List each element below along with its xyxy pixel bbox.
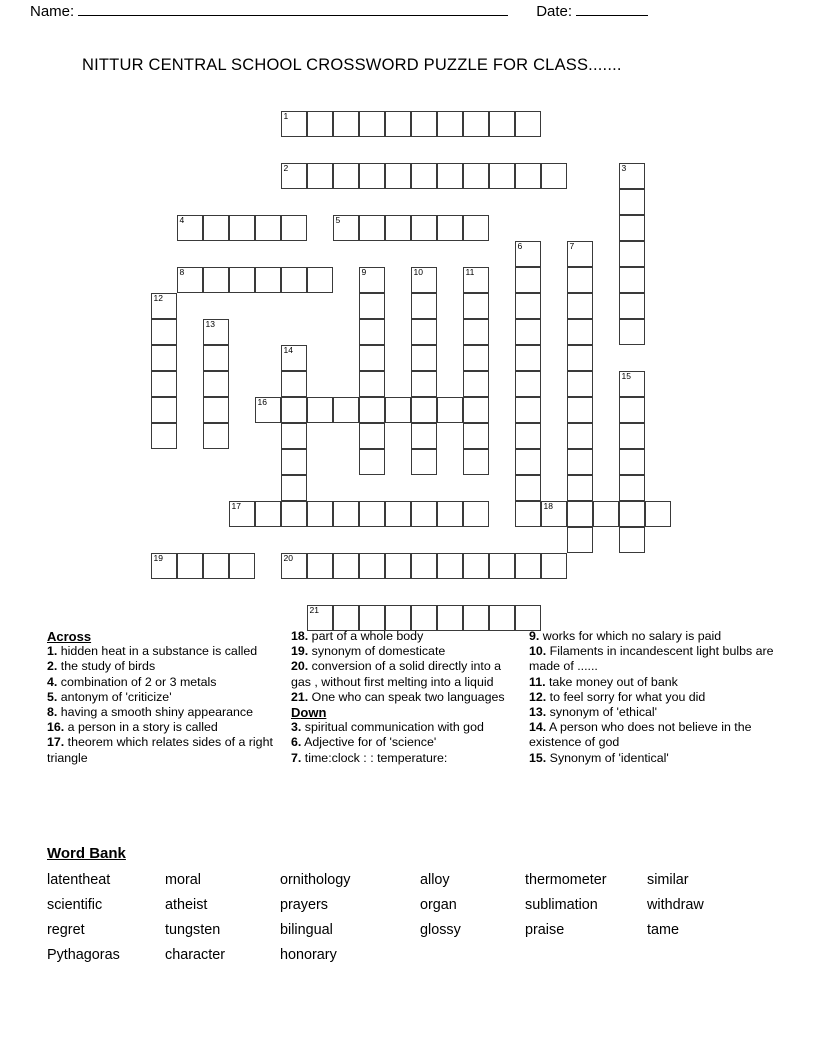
- clue-item: [529, 690, 777, 705]
- crossword-cell[interactable]: [515, 475, 541, 501]
- crossword-cell[interactable]: [619, 501, 645, 527]
- crossword-cell[interactable]: [177, 553, 203, 579]
- crossword-cell[interactable]: [359, 293, 385, 319]
- crossword-cell[interactable]: [515, 371, 541, 397]
- crossword-cell[interactable]: [411, 397, 437, 423]
- word-bank-word[interactable]: honorary: [280, 947, 337, 963]
- crossword-cell[interactable]: [463, 423, 489, 449]
- crossword-cell[interactable]: [151, 319, 177, 345]
- clue-number: 2.: [47, 659, 58, 674]
- crossword-cell[interactable]: [281, 371, 307, 397]
- crossword-cell[interactable]: [567, 319, 593, 345]
- crossword-cell[interactable]: [203, 215, 229, 241]
- word-bank-word[interactable]: thermometer: [525, 872, 607, 888]
- crossword-cell[interactable]: [619, 449, 645, 475]
- word-bank-word[interactable]: prayers: [280, 897, 328, 913]
- crossword-cell[interactable]: [411, 605, 437, 631]
- clue-item: [291, 629, 513, 644]
- crossword-cell[interactable]: [307, 267, 333, 293]
- crossword-cell[interactable]: [203, 345, 229, 371]
- crossword-cell[interactable]: [463, 605, 489, 631]
- crossword-cell[interactable]: [333, 553, 359, 579]
- clue-number: 5.: [47, 689, 58, 704]
- crossword-cell[interactable]: [619, 267, 645, 293]
- crossword-cell[interactable]: [489, 111, 515, 137]
- crossword-cell[interactable]: [515, 111, 541, 137]
- crossword-cell[interactable]: [385, 397, 411, 423]
- crossword-cell[interactable]: [281, 215, 307, 241]
- crossword-cell[interactable]: [359, 553, 385, 579]
- crossword-cell[interactable]: [307, 605, 333, 631]
- crossword-cell[interactable]: [359, 397, 385, 423]
- word-bank-word[interactable]: praise: [525, 922, 565, 938]
- crossword-cell[interactable]: [567, 371, 593, 397]
- word-bank-word[interactable]: tungsten: [165, 922, 221, 938]
- crossword-clue-number: 14: [283, 345, 293, 355]
- clue-text: works for which no salary is paid: [539, 629, 722, 643]
- crossword-cell[interactable]: [203, 319, 229, 345]
- crossword-cell[interactable]: [567, 475, 593, 501]
- crossword-clue-number: 16: [257, 397, 267, 407]
- crossword-cell[interactable]: [645, 501, 671, 527]
- crossword-cell[interactable]: [307, 553, 333, 579]
- crossword-cell[interactable]: [567, 423, 593, 449]
- clue-number: 4.: [47, 674, 58, 689]
- crossword-cell[interactable]: [463, 163, 489, 189]
- crossword-cell[interactable]: [619, 319, 645, 345]
- crossword-cell[interactable]: [463, 215, 489, 241]
- crossword-cell[interactable]: [567, 449, 593, 475]
- crossword-clue-number: 7: [569, 241, 575, 251]
- crossword-cell[interactable]: [203, 267, 229, 293]
- clue-item: [529, 644, 777, 674]
- clue-number: 15.: [529, 750, 547, 765]
- clue-text: synonym of domesticate: [308, 644, 446, 659]
- clue-number: 21.: [291, 689, 309, 704]
- crossword-cell[interactable]: [307, 163, 333, 189]
- crossword-cell[interactable]: [593, 501, 619, 527]
- crossword-cell[interactable]: [541, 501, 567, 527]
- clue-number: 9.: [529, 629, 540, 643]
- crossword-cell[interactable]: [515, 553, 541, 579]
- crossword-cell[interactable]: [255, 501, 281, 527]
- crossword-cell[interactable]: [463, 345, 489, 371]
- crossword-cell[interactable]: [411, 423, 437, 449]
- clue-item: [529, 629, 777, 644]
- crossword-cell[interactable]: [151, 345, 177, 371]
- clue-text: theorem which relates sides of a right triangle: [47, 735, 273, 765]
- word-bank-word[interactable]: Pythagoras: [47, 947, 120, 963]
- clue-number: 18.: [291, 629, 309, 643]
- clue-item: [529, 720, 777, 750]
- clue-text: hidden heat in a substance is called: [57, 644, 258, 659]
- crossword-cell[interactable]: [463, 449, 489, 475]
- crossword-cell[interactable]: [359, 449, 385, 475]
- clues-column-middle: [291, 629, 513, 766]
- crossword-cell[interactable]: [281, 501, 307, 527]
- crossword-cell[interactable]: [411, 501, 437, 527]
- clue-item: [47, 675, 275, 690]
- clues-column-down: [529, 629, 777, 766]
- word-bank-empty: [647, 944, 767, 966]
- clue-text: combination of 2 or 3 metals: [57, 674, 217, 689]
- crossword-clue-number: 3: [621, 163, 627, 173]
- page-title: NITTUR CENTRAL SCHOOL CROSSWORD PUZZLE FOR CLASS.......: [82, 56, 622, 74]
- crossword-cell[interactable]: [411, 371, 437, 397]
- clue-item: [47, 720, 275, 735]
- crossword-cell[interactable]: [411, 267, 437, 293]
- crossword-cell[interactable]: [515, 293, 541, 319]
- word-bank-word[interactable]: bilingual: [280, 922, 333, 938]
- word-bank-word[interactable]: regret: [47, 922, 85, 938]
- crossword-cell[interactable]: [411, 163, 437, 189]
- clue-number: 16.: [47, 720, 65, 735]
- word-bank-word[interactable]: ornithology: [280, 872, 351, 888]
- crossword-cell[interactable]: [229, 267, 255, 293]
- clue-number: 17.: [47, 735, 65, 750]
- crossword-cell[interactable]: [411, 215, 437, 241]
- crossword-cell[interactable]: [463, 553, 489, 579]
- crossword-cell[interactable]: [385, 501, 411, 527]
- crossword-cell[interactable]: [411, 345, 437, 371]
- clue-number: 3.: [291, 720, 302, 735]
- crossword-cell[interactable]: [619, 241, 645, 267]
- clue-item: [47, 735, 275, 765]
- clue-number: 6.: [291, 735, 302, 750]
- word-bank-heading: Word Bank: [47, 845, 126, 862]
- word-bank-word[interactable]: latentheat: [47, 872, 111, 888]
- clue-item: [291, 751, 513, 766]
- crossword-cell[interactable]: [385, 215, 411, 241]
- word-bank-word[interactable]: moral: [165, 872, 201, 888]
- crossword-cell[interactable]: [229, 553, 255, 579]
- clue-text: antonym of 'criticize': [57, 689, 172, 704]
- down-clue-list-part2: [529, 629, 777, 766]
- crossword-cell[interactable]: [567, 267, 593, 293]
- clue-text: the study of birds: [57, 659, 156, 674]
- crossword-cell[interactable]: [567, 241, 593, 267]
- crossword-cell[interactable]: [515, 397, 541, 423]
- crossword-cell[interactable]: [515, 319, 541, 345]
- clue-item: [529, 751, 777, 766]
- clue-number: 11.: [529, 674, 546, 689]
- crossword-cell[interactable]: [437, 501, 463, 527]
- crossword-cell[interactable]: [203, 371, 229, 397]
- clue-text: Synonym of 'identical': [546, 750, 669, 765]
- crossword-cell[interactable]: [333, 111, 359, 137]
- crossword-cell[interactable]: [515, 423, 541, 449]
- crossword-cell[interactable]: [489, 553, 515, 579]
- crossword-cell[interactable]: [567, 293, 593, 319]
- crossword-cell[interactable]: [203, 397, 229, 423]
- crossword-cell[interactable]: [333, 163, 359, 189]
- clue-number: 12.: [529, 689, 547, 704]
- crossword-cell[interactable]: [333, 397, 359, 423]
- crossword-clue-number: 15: [621, 371, 631, 381]
- crossword-cell[interactable]: [151, 293, 177, 319]
- crossword-cell[interactable]: [281, 163, 307, 189]
- down-clue-list-part1: [291, 720, 513, 766]
- clue-item: [47, 705, 275, 720]
- crossword-clue-number: 13: [205, 319, 215, 329]
- crossword-cell[interactable]: [541, 163, 567, 189]
- crossword-cell[interactable]: [489, 163, 515, 189]
- crossword-cell[interactable]: [437, 111, 463, 137]
- crossword-cell[interactable]: [281, 475, 307, 501]
- crossword-cell[interactable]: [411, 293, 437, 319]
- crossword-cell[interactable]: [463, 267, 489, 293]
- clue-item: [291, 735, 513, 750]
- crossword-cell[interactable]: [463, 397, 489, 423]
- clue-number: 20.: [291, 659, 309, 674]
- crossword-cell[interactable]: [359, 215, 385, 241]
- clue-item: [529, 675, 777, 690]
- crossword-cell[interactable]: [255, 267, 281, 293]
- crossword-cell[interactable]: [619, 423, 645, 449]
- clue-text: take money out of bank: [545, 674, 678, 689]
- crossword-cell[interactable]: [307, 397, 333, 423]
- crossword-cell[interactable]: [281, 423, 307, 449]
- crossword-clue-number: 18: [543, 501, 553, 511]
- crossword-cell[interactable]: [515, 241, 541, 267]
- crossword-cell[interactable]: [203, 553, 229, 579]
- crossword-cell[interactable]: [359, 371, 385, 397]
- crossword-cell[interactable]: [359, 501, 385, 527]
- clue-text: One who can speak two languages: [308, 689, 505, 704]
- crossword-cell[interactable]: [619, 475, 645, 501]
- crossword-cell[interactable]: [281, 345, 307, 371]
- crossword-clue-number: 2: [283, 163, 289, 173]
- clue-text: conversion of a solid directly into a gas , without first melting into a liquid: [291, 659, 502, 689]
- crossword-cell[interactable]: [567, 345, 593, 371]
- crossword-cell[interactable]: [229, 501, 255, 527]
- crossword-cell[interactable]: [437, 163, 463, 189]
- crossword-cell[interactable]: [619, 189, 645, 215]
- across-heading: Across: [47, 629, 92, 644]
- word-bank-word[interactable]: atheist: [165, 897, 208, 913]
- crossword-cell[interactable]: [385, 163, 411, 189]
- word-bank-word[interactable]: organ: [420, 897, 457, 913]
- word-bank: [47, 845, 777, 966]
- crossword-cell[interactable]: [619, 163, 645, 189]
- crossword-clue-number: 4: [179, 215, 185, 225]
- clue-item: [291, 659, 513, 689]
- crossword-cell[interactable]: [411, 111, 437, 137]
- clue-text: part of a whole body: [308, 629, 424, 643]
- crossword-cell[interactable]: [567, 397, 593, 423]
- crossword-cell[interactable]: [619, 293, 645, 319]
- date-label: Date:: [536, 3, 573, 20]
- crossword-cell[interactable]: [411, 449, 437, 475]
- crossword-cell[interactable]: [463, 293, 489, 319]
- across-clue-list-part2: [291, 629, 513, 705]
- word-bank-word[interactable]: similar: [647, 872, 689, 888]
- crossword-cell[interactable]: [359, 163, 385, 189]
- clue-number: 13.: [529, 705, 547, 720]
- crossword-cell[interactable]: [359, 267, 385, 293]
- clue-text: A person who does not believe in the existence of god: [529, 720, 752, 750]
- crossword-cell[interactable]: [281, 553, 307, 579]
- crossword-cell[interactable]: [437, 553, 463, 579]
- crossword-cell[interactable]: [281, 267, 307, 293]
- clue-text: a person in a story is called: [64, 720, 218, 735]
- crossword-cell[interactable]: [463, 319, 489, 345]
- clue-text: time:clock : : temperature:: [301, 750, 448, 765]
- crossword-cell[interactable]: [333, 605, 359, 631]
- crossword-cell[interactable]: [385, 553, 411, 579]
- word-bank-word[interactable]: tame: [647, 922, 679, 938]
- word-bank-word[interactable]: sublimation: [525, 897, 598, 913]
- crossword-cell[interactable]: [437, 605, 463, 631]
- clue-item: [47, 690, 275, 705]
- crossword-cell[interactable]: [255, 397, 281, 423]
- crossword-cell[interactable]: [463, 501, 489, 527]
- crossword-cell[interactable]: [515, 449, 541, 475]
- word-bank-word[interactable]: withdraw: [647, 897, 704, 913]
- clue-number: 8.: [47, 705, 58, 720]
- crossword-cell[interactable]: [151, 397, 177, 423]
- crossword-cell[interactable]: [203, 423, 229, 449]
- word-bank-word[interactable]: character: [165, 947, 225, 963]
- word-bank-word[interactable]: scientific: [47, 897, 103, 913]
- crossword-cell[interactable]: [619, 371, 645, 397]
- crossword-cell[interactable]: [541, 553, 567, 579]
- crossword-cell[interactable]: [515, 163, 541, 189]
- clue-text: spiritual communication with god: [301, 720, 484, 735]
- crossword-cell[interactable]: [515, 345, 541, 371]
- clue-number: 10.: [529, 644, 547, 659]
- crossword-clue-number: 12: [153, 293, 163, 303]
- word-bank-word[interactable]: alloy: [420, 872, 450, 888]
- crossword-cell[interactable]: [229, 215, 255, 241]
- crossword-cell[interactable]: [359, 605, 385, 631]
- crossword-clue-number: 8: [179, 267, 185, 277]
- crossword-cell[interactable]: [281, 111, 307, 137]
- crossword-cell[interactable]: [437, 397, 463, 423]
- crossword-cell[interactable]: [151, 371, 177, 397]
- clue-number: 19.: [291, 644, 309, 659]
- crossword-cell[interactable]: [411, 319, 437, 345]
- clue-item: [291, 720, 513, 735]
- crossword-cell[interactable]: [437, 215, 463, 241]
- crossword-clue-number: 9: [361, 267, 367, 277]
- name-label: Name:: [30, 3, 75, 20]
- clue-text: Filaments in incandescent light bulbs are made of ......: [529, 644, 774, 674]
- word-bank-empty: [420, 944, 525, 966]
- crossword-cell[interactable]: [359, 345, 385, 371]
- crossword-cell[interactable]: [177, 215, 203, 241]
- crossword-clue-number: 17: [231, 501, 241, 511]
- crossword-cell[interactable]: [567, 527, 593, 553]
- crossword-cell[interactable]: [385, 111, 411, 137]
- crossword-cell[interactable]: [515, 267, 541, 293]
- crossword-cell[interactable]: [385, 605, 411, 631]
- crossword-cell[interactable]: [619, 215, 645, 241]
- crossword-clue-number: 11: [465, 267, 475, 277]
- clue-text: to feel sorry for what you did: [546, 689, 706, 704]
- crossword-clue-number: 10: [413, 267, 423, 277]
- crossword-cell[interactable]: [281, 449, 307, 475]
- clue-text: synonym of 'ethical': [546, 705, 658, 720]
- clue-item: [291, 690, 513, 705]
- crossword-cell[interactable]: [177, 267, 203, 293]
- clue-text: having a smooth shiny appearance: [57, 705, 253, 720]
- clue-number: 7.: [291, 750, 302, 765]
- crossword-clue-number: 5: [335, 215, 341, 225]
- word-bank-empty: [525, 944, 647, 966]
- clue-item: [291, 644, 513, 659]
- crossword-cell[interactable]: [307, 111, 333, 137]
- crossword-cell[interactable]: [359, 111, 385, 137]
- crossword-cell[interactable]: [333, 215, 359, 241]
- crossword-cell[interactable]: [619, 397, 645, 423]
- crossword-cell[interactable]: [151, 553, 177, 579]
- crossword-cell[interactable]: [567, 501, 593, 527]
- clue-number: 14.: [529, 720, 547, 735]
- clue-item: [47, 659, 275, 674]
- crossword-cell[interactable]: [619, 527, 645, 553]
- crossword-cell[interactable]: [359, 319, 385, 345]
- crossword-cell[interactable]: [411, 553, 437, 579]
- crossword-cell[interactable]: [333, 501, 359, 527]
- clue-number: 1.: [47, 644, 58, 659]
- down-heading: Down: [291, 705, 327, 721]
- crossword-cell[interactable]: [515, 501, 541, 527]
- crossword-cell[interactable]: [151, 423, 177, 449]
- crossword-cell[interactable]: [463, 111, 489, 137]
- clue-item: [529, 705, 777, 720]
- crossword-cell[interactable]: [359, 423, 385, 449]
- across-clue-list-part1: [47, 644, 275, 766]
- crossword-clue-number: 20: [283, 553, 293, 563]
- crossword-cell[interactable]: [463, 371, 489, 397]
- clue-item: [47, 644, 275, 659]
- word-bank-word[interactable]: glossy: [420, 922, 461, 938]
- crossword-cell[interactable]: [307, 501, 333, 527]
- word-bank-grid: [47, 869, 777, 966]
- crossword-cell[interactable]: [515, 605, 541, 631]
- crossword-clue-number: 1: [283, 111, 289, 121]
- crossword-clue-number: 21: [309, 605, 319, 615]
- crossword-cell[interactable]: [255, 215, 281, 241]
- crossword-clue-number: 19: [153, 553, 163, 563]
- crossword-clue-number: 6: [517, 241, 523, 251]
- crossword-cell[interactable]: [489, 605, 515, 631]
- clue-text: Adjective for of 'science': [301, 735, 437, 750]
- clues-column-across: [47, 629, 275, 766]
- crossword-cell[interactable]: [281, 397, 307, 423]
